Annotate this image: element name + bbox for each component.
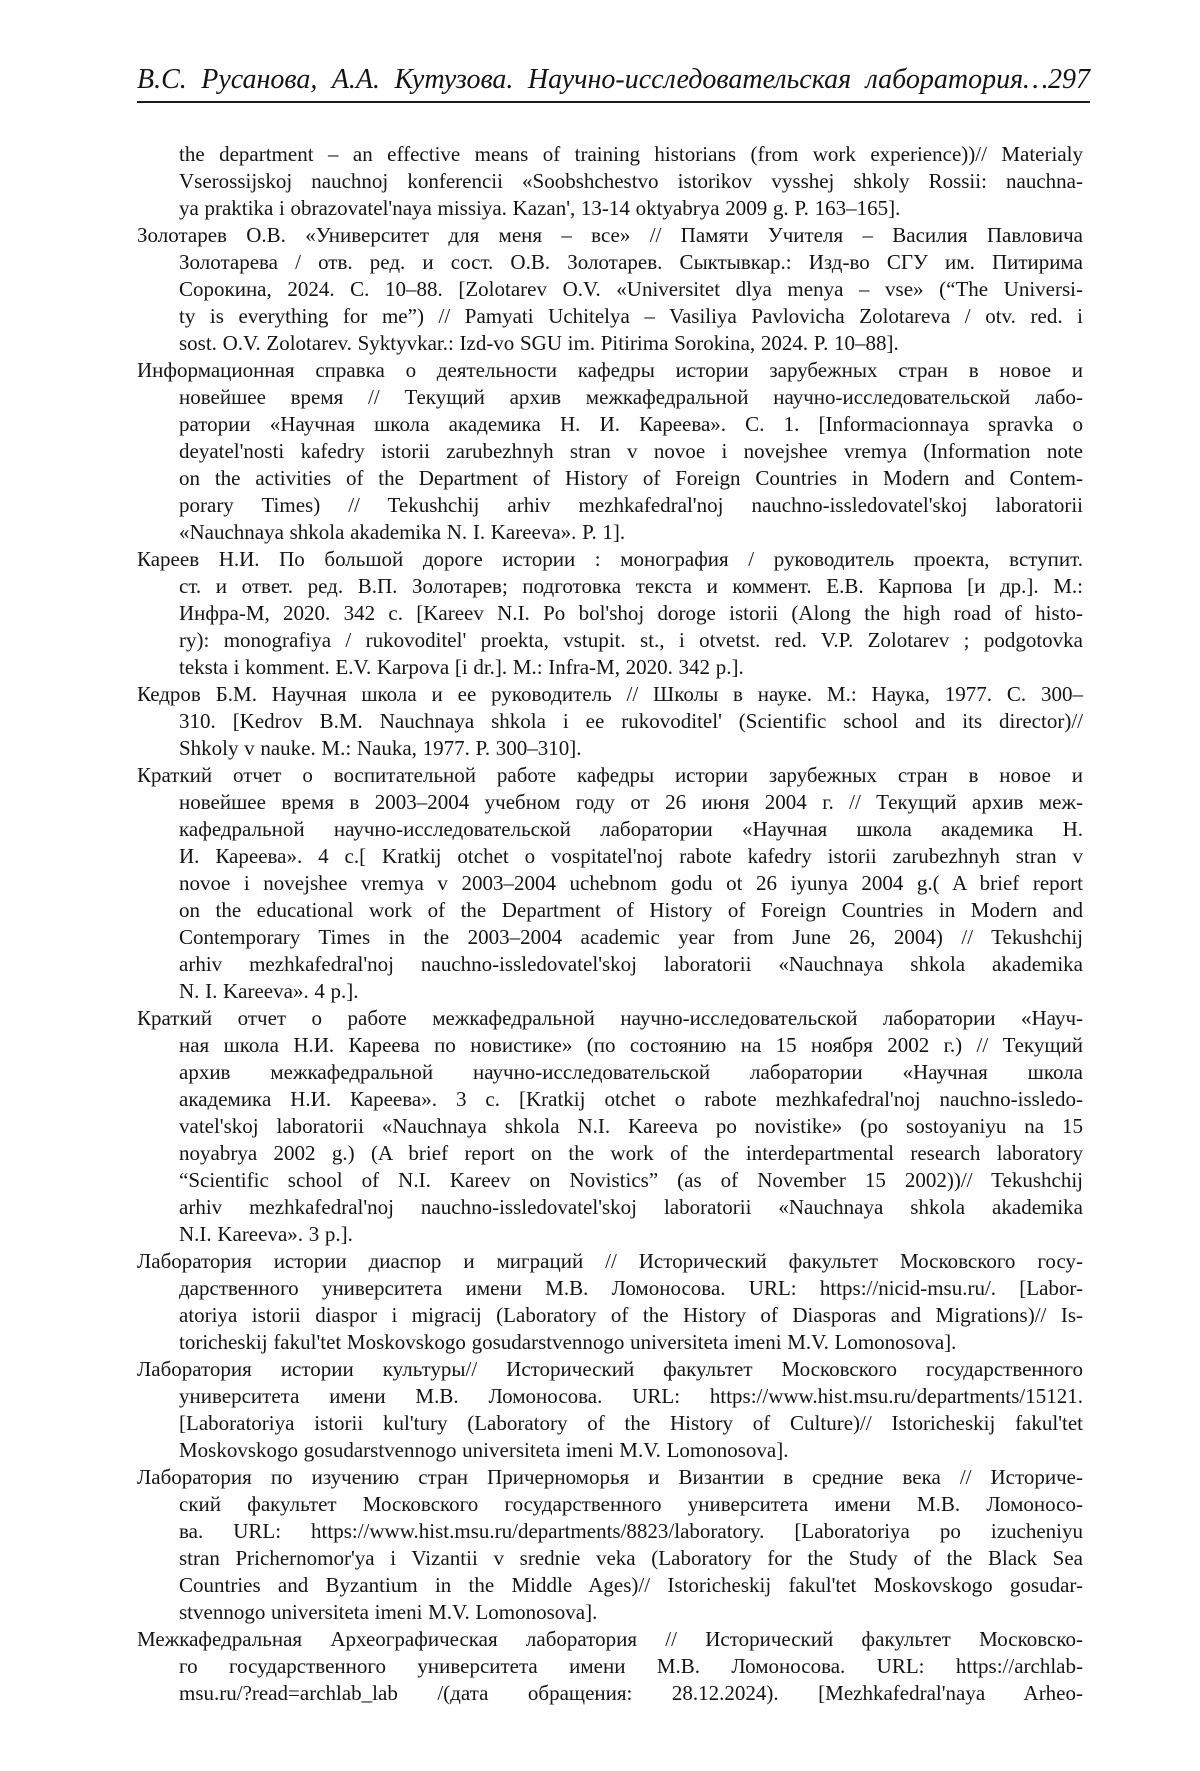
bib-line: архив межкафедральной научно-исследовательской лаборатории «Научная школа (179, 1060, 1083, 1084)
bib-line: on the educational work of the Department of History of Foreign Countries in Modern and (179, 898, 1083, 922)
bib-line: msu.ru/?read=archlab_lab /(дата обращения: 28.12.2024). [Mezhkafedral'naya Arheo- (179, 1681, 1083, 1705)
bib-line: Инфра-М, 2020. 342 с. [Kareev N.I. Po bol'shoj doroge istorii (Along the high road of histo- (179, 601, 1083, 625)
bib-line: «Nauchnaya shkola akademika N. I. Kareeva». P. 1]. (179, 520, 626, 544)
bib-line: on the activities of the Department of History of Foreign Countries in Modern and Contem- (179, 466, 1083, 490)
bib-line: novoe i novejshee vremya v 2003–2004 uchebnom godu ot 26 iyunya 2004 g.( A brief report (179, 871, 1083, 895)
bib-line: Лаборатория истории культуры// Исторический факультет Московского государственного (137, 1357, 1083, 1381)
bib-line: “Scientific school of N.I. Kareev on Novistics” (as of November 15 2002))// Tekushchij (179, 1168, 1083, 1192)
bib-entry (137, 1356, 1083, 1464)
bib-line: Shkoly v nauke. M.: Nauka, 1977. P. 300–310]. (179, 736, 582, 760)
bib-line: vatel'skoj laboratorii «Nauchnaya shkola N.I. Kareeva po novistike» (po sostoyaniyu na 15 (179, 1114, 1083, 1138)
bib-line: Кареев Н.И. По большой дороге истории : монография / руководитель проекта, вступит. (137, 547, 1083, 571)
bib-line: ский факультет Московского государственного университета имени М.В. Ломоносо- (179, 1492, 1083, 1516)
bib-line: stvennogo universiteta imeni M.V. Lomonosova]. (179, 1600, 598, 1624)
running-header (137, 62, 1090, 103)
bib-line: Межкафедральная Археографическая лаборатория // Исторический факультет Московско- (137, 1627, 1083, 1651)
bib-line: toricheskij fakul'tet Moskovskogo gosudarstvennogo universiteta imeni M.V. Lomonosova]. (179, 1330, 957, 1354)
bib-line: Countries and Byzantium in the Middle Ages)// Istoricheskij fakul'tet Moskovskogo gosudar- (179, 1573, 1083, 1597)
bib-line: arhiv mezhkafedral'noj nauchno-issledovatel'skoj laboratorii «Nauchnaya shkola akademika (179, 1195, 1083, 1219)
bib-line: академика Н.И. Кареева». 3 с. [Kratkij otchet o rabote mezhkafedral'noj nauchno-issledo- (179, 1087, 1083, 1111)
bib-line: новейшее время // Текущий архив межкафедральной научно-исследовательской лабо- (179, 385, 1083, 409)
bib-line: Золотарева / отв. ред. и сост. О.В. Золотарев. Сыктывкар.: Изд-во СГУ им. Питирима (179, 250, 1083, 274)
bib-entry (137, 1005, 1083, 1248)
bib-entry (137, 681, 1083, 762)
bib-line: [Laboratoriya istorii kul'tury (Laboratory of the History of Culture)// Istoricheskij fakul'tet (179, 1411, 1083, 1435)
bib-line: sost. O.V. Zolotarev. Syktyvkar.: Izd-vo SGU im. Pitirima Sorokina, 2024. P. 10–88]. (179, 331, 899, 355)
bib-line: ya praktika i obrazovatel'naya missiya. Kazan', 13-14 oktyabrya 2009 g. P. 163–165]. (179, 196, 901, 220)
running-header-title: В.С. Русанова, А.А. Кутузова. Научно-исследовательская лаборатория… (137, 64, 1048, 95)
bib-line: Золотарев О.В. «Университет для меня – все» // Памяти Учителя – Василия Павловича (137, 223, 1083, 247)
bib-line: ry): monografiya / rukovoditel' proekta, vstupit. st., i otvetst. red. V.P. Zolotarev ; podgotovka (179, 628, 1083, 652)
bib-entry (137, 1248, 1083, 1356)
bib-line: И. Кареева». 4 с.[ Kratkij otchet o vospitatel'noj rabote kafedry istorii zarubezhnyh stran v (179, 844, 1083, 868)
bib-line: ратории «Научная школа академика Н. И. Кареева». С. 1. [Informacionnaya spravka o (179, 412, 1083, 436)
bibliography (137, 141, 1083, 1707)
bib-line: Кедров Б.М. Научная школа и ее руководитель // Школы в науке. М.: Наука, 1977. С. 300– (137, 682, 1083, 706)
bib-line: Информационная справка о деятельности кафедры истории зарубежных стран в новое и (137, 358, 1083, 382)
bib-entry (137, 357, 1083, 546)
bib-line: ва. URL: https://www.hist.msu.ru/departments/8823/laboratory. [Laboratoriya po izucheniyu (179, 1519, 1083, 1543)
bib-line: porary Times) // Tekushchij arhiv mezhkafedral'noj nauchno-issledovatel'skoj laboratorii (179, 493, 1083, 517)
bib-line: ная школа Н.И. Кареева по новистике» (по состоянию на 15 ноября 2002 г.) // Текущий (179, 1033, 1083, 1057)
bib-line: дарственного университета имени М.В. Ломоносова. URL: https://nicid-msu.ru/. [Labor- (179, 1276, 1083, 1300)
bib-line: Лаборатория истории диаспор и миграций // Исторический факультет Московского госу- (137, 1249, 1083, 1273)
bib-entry (137, 141, 1083, 222)
bib-line: noyabrya 2002 g.) (A brief report on the work of the interdepartmental research laboratory (179, 1141, 1083, 1165)
bib-entry (137, 222, 1083, 357)
bib-line: stran Prichernomor'ya i Vizantii v srednie veka (Laboratory for the Study of the Black Sea (179, 1546, 1083, 1570)
bib-line: atoriya istorii diaspor i migracij (Laboratory of the History of Diasporas and Migrations)// Is- (179, 1303, 1083, 1327)
bib-line: N.I. Kareeva». 3 p.]. (179, 1222, 353, 1246)
bib-line: го государственного университета имени М.В. Ломоносова. URL: https://archlab- (179, 1654, 1083, 1678)
bib-entry (137, 1464, 1083, 1626)
bib-line: Сорокина, 2024. С. 10–88. [Zolotarev O.V. «Universitet dlya menya – vse» (“The Universi- (179, 277, 1083, 301)
bib-line: Краткий отчет о работе межкафедральной научно-исследовательской лаборатории «Науч- (137, 1006, 1083, 1030)
bib-line: кафедральной научно-исследовательской лаборатории «Научная школа академика Н. (179, 817, 1083, 841)
bib-line: 310. [Kedrov B.M. Nauchnaya shkola i ee rukovoditel' (Scientific school and its director)// (179, 709, 1083, 733)
bib-line: ст. и ответ. ред. В.П. Золотарев; подготовка текста и коммент. Е.В. Карпова [и др.]. М.: (179, 574, 1083, 598)
page-number: 297 (1048, 64, 1090, 95)
bib-line: N. I. Kareeva». 4 p.]. (179, 979, 359, 1003)
bib-line: arhiv mezhkafedral'noj nauchno-issledovatel'skoj laboratorii «Nauchnaya shkola akademika (179, 952, 1083, 976)
bib-line: университета имени М.В. Ломоносова. URL: https://www.hist.msu.ru/departments/15121. (179, 1384, 1083, 1408)
bib-line: ty is everything for me”) // Pamyati Uchitelya – Vasiliya Pavlovicha Zolotareva / otv. red. i (179, 304, 1083, 328)
bib-line: Краткий отчет о воспитательной работе кафедры истории зарубежных стран в новое и (137, 763, 1083, 787)
bib-line: Лаборатория по изучению стран Причерноморья и Византии в средние века // Историче- (137, 1465, 1083, 1489)
bib-line: Contemporary Times in the 2003–2004 academic year from June 26, 2004) // Tekushchij (179, 925, 1083, 949)
bib-line: Vserossijskoj nauchnoj konferencii «Soobshchestvo istorikov vysshej shkoly Rossii: nauchna- (179, 169, 1083, 193)
bib-line: the department – an effective means of training historians (from work experience))// Materialy (179, 142, 1083, 166)
bib-line: teksta i komment. E.V. Karpova [i dr.]. M.: Infra-M, 2020. 342 p.]. (179, 655, 744, 679)
bib-entry (137, 546, 1083, 681)
bib-entry (137, 762, 1083, 1005)
bib-line: новейшее время в 2003–2004 учебном году от 26 июня 2004 г. // Текущий архив меж- (179, 790, 1083, 814)
bib-entry (137, 1626, 1083, 1707)
bib-line: Moskovskogo gosudarstvennogo universiteta imeni M.V. Lomonosova]. (179, 1438, 789, 1462)
bib-line: deyatel'nosti kafedry istorii zarubezhnyh stran v novoe i novejshee vremya (Information note (179, 439, 1083, 463)
